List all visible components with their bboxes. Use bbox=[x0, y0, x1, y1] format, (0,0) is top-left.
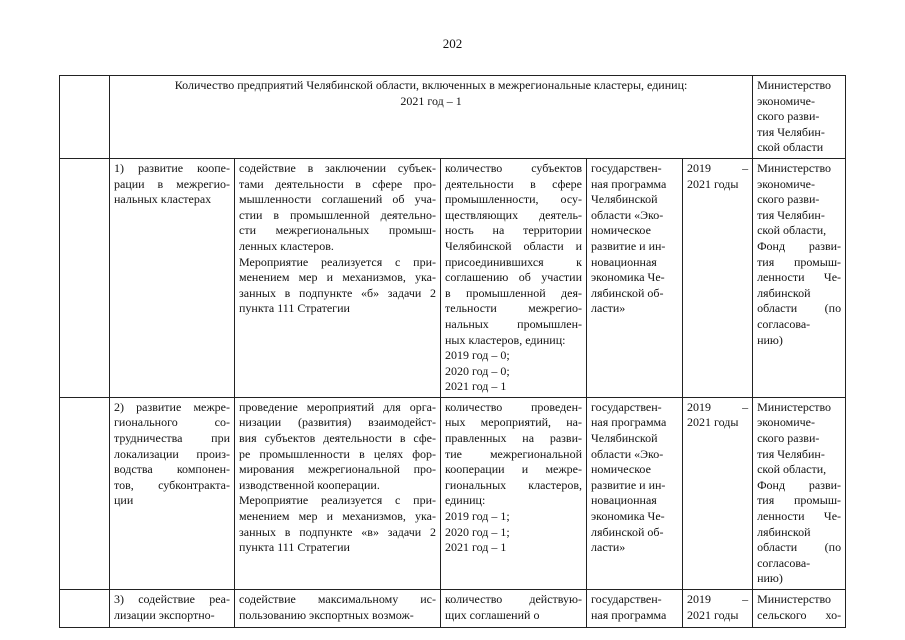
text-line: водства компонен- bbox=[114, 462, 230, 477]
text-line: ленности Че- bbox=[757, 270, 842, 285]
task-cell bbox=[110, 158, 235, 397]
text-line: Фонд разви- bbox=[757, 477, 842, 492]
text-line: ласти» bbox=[591, 301, 626, 316]
text-line: ской области, bbox=[757, 462, 827, 477]
term-start: 2019 bbox=[687, 160, 711, 175]
text-line: ре промышленности в целях фор- bbox=[239, 446, 436, 461]
text-line: правленных на разви- bbox=[445, 431, 582, 446]
text-line: новационная bbox=[591, 493, 657, 508]
text-line: сти межрегиональных промыш- bbox=[239, 223, 436, 238]
text-line: нию) bbox=[757, 571, 783, 586]
text-line: 2020 год – 1; bbox=[445, 524, 510, 539]
text-line: развитие и ин- bbox=[591, 477, 666, 492]
term-start-line bbox=[687, 400, 748, 416]
text-line: 2021 год – 1 bbox=[445, 379, 507, 394]
text-line: ных кластеров, единиц: bbox=[445, 332, 566, 347]
responsible-cell bbox=[753, 397, 846, 589]
text-line: тия Челябин- bbox=[757, 124, 825, 139]
text-line: государствен- bbox=[591, 399, 662, 414]
text-line: лизации экспортно- bbox=[114, 607, 215, 622]
text-line: изводственной кооперации. bbox=[239, 477, 380, 492]
task-cell bbox=[110, 397, 235, 589]
text-line: ная программа bbox=[591, 415, 667, 430]
text-line: экономиче- bbox=[757, 176, 815, 191]
text-line: государствен- bbox=[591, 592, 662, 606]
text-line: мирования межрегиональной про- bbox=[239, 462, 436, 477]
table-row bbox=[60, 397, 846, 589]
text-line: 2019 год – 1; bbox=[445, 509, 510, 524]
text-line: рации в межрегио- bbox=[114, 176, 230, 191]
program-cell bbox=[587, 158, 683, 397]
text-line: тельности межрегио- bbox=[445, 301, 582, 316]
indicator-cell bbox=[441, 590, 587, 628]
text-line: сельского хо- bbox=[757, 607, 842, 622]
text-line: занных в подпункте «б» задачи 2 bbox=[239, 285, 436, 300]
text-line: области «Эко- bbox=[591, 207, 664, 222]
term-end: 2021 годы bbox=[687, 176, 739, 191]
term-dash: – bbox=[742, 399, 749, 414]
text-line: гиональных кластеров, bbox=[445, 477, 582, 492]
text-line: единиц: bbox=[445, 493, 486, 508]
text-line: низации (развития) взаимодейст- bbox=[239, 415, 436, 430]
text-line: новационная bbox=[591, 254, 657, 269]
text-line: количество действую- bbox=[445, 592, 582, 606]
text-line: промышленности, осу- bbox=[445, 192, 582, 207]
text-line: в промышленной дея- bbox=[445, 285, 582, 300]
measure-cell bbox=[235, 590, 441, 628]
program-cell bbox=[587, 590, 683, 628]
term-cell bbox=[683, 590, 753, 628]
text-line: нию) bbox=[757, 332, 783, 347]
text-line: номическое bbox=[591, 223, 651, 238]
text-line: ского разви- bbox=[757, 109, 820, 124]
header-indicator-cell bbox=[110, 76, 753, 159]
text-line: государствен- bbox=[591, 160, 662, 175]
text-line: Министерство bbox=[757, 399, 832, 414]
text-line: области (по bbox=[757, 540, 842, 555]
text-line: лябинской bbox=[757, 285, 811, 300]
text-line: ленности Че- bbox=[757, 509, 842, 524]
text-line: локализации произ- bbox=[114, 446, 230, 461]
text-line: Челябинской области и bbox=[445, 238, 582, 253]
table-row bbox=[60, 158, 846, 397]
text-line: Мероприятие реализуется с при- bbox=[239, 493, 436, 508]
number-cell bbox=[60, 590, 110, 628]
text-line: пользованию экспортных возмож- bbox=[239, 607, 414, 622]
measure-cell bbox=[235, 158, 441, 397]
text-line: ленных кластеров. bbox=[239, 238, 334, 253]
text-line: 3) содействие реа- bbox=[114, 592, 230, 606]
text-line: стии в промышленной деятельно- bbox=[239, 207, 436, 222]
measures-table bbox=[59, 75, 846, 628]
text-line: тия Челябин- bbox=[757, 446, 825, 461]
text-line: номическое bbox=[591, 462, 651, 477]
number-cell bbox=[60, 158, 110, 397]
header-line: 2021 год – 1 bbox=[400, 93, 462, 108]
text-line: вия субъектов деятельности в сфе- bbox=[239, 431, 436, 446]
number-cell bbox=[60, 397, 110, 589]
text-line: тие межрегиональной bbox=[445, 446, 582, 461]
text-line: менением мер и механизмов, ука- bbox=[239, 270, 436, 285]
text-line: Министерство bbox=[757, 592, 832, 606]
text-line: тия промыш- bbox=[757, 493, 842, 508]
measure-cell bbox=[235, 397, 441, 589]
text-line: ской области, bbox=[757, 223, 827, 238]
term-start-line bbox=[687, 592, 748, 608]
text-line: количество субъектов bbox=[445, 160, 582, 175]
number-cell bbox=[60, 76, 110, 159]
text-line: проведение мероприятий для орга- bbox=[239, 399, 436, 414]
text-line: 2020 год – 0; bbox=[445, 363, 510, 378]
term-cell bbox=[683, 397, 753, 589]
term-cell bbox=[683, 158, 753, 397]
text-line: нальных кластерах bbox=[114, 192, 212, 207]
text-line: пункта 111 Стратегии bbox=[239, 540, 350, 555]
text-line: соглашению об участии bbox=[445, 270, 582, 285]
text-line: экономиче- bbox=[757, 93, 815, 108]
text-line: содействие максимальному ис- bbox=[239, 592, 436, 606]
text-line: Министерство bbox=[757, 78, 832, 92]
text-line: тия Челябин- bbox=[757, 207, 825, 222]
text-line: экономика Че- bbox=[591, 270, 665, 285]
header-responsible-cell bbox=[753, 76, 846, 159]
text-line: Фонд разви- bbox=[757, 238, 842, 253]
text-line: содействие в заключении субъек- bbox=[239, 160, 436, 175]
term-dash: – bbox=[742, 160, 749, 175]
indicator-cell bbox=[441, 158, 587, 397]
text-line: лябинской об- bbox=[591, 285, 664, 300]
text-line: щих соглашений о bbox=[445, 607, 540, 622]
text-line: Челябинской bbox=[591, 431, 658, 446]
text-line: согласова- bbox=[757, 316, 811, 331]
text-line: тов, субконтракта- bbox=[114, 477, 230, 492]
responsible-cell bbox=[753, 158, 846, 397]
measure-note bbox=[239, 255, 436, 317]
term-start: 2019 bbox=[687, 592, 711, 606]
page-number: 202 bbox=[442, 36, 463, 51]
term-end: 2021 годы bbox=[687, 607, 739, 622]
text-line: ского разви- bbox=[757, 431, 820, 446]
text-line: менением мер и механизмов, ука- bbox=[239, 509, 436, 524]
measure-note bbox=[239, 493, 436, 555]
text-line: ность на территории bbox=[445, 223, 582, 238]
text-line: присоединившихся к bbox=[445, 254, 582, 269]
term-start-line bbox=[687, 161, 748, 177]
text-line: деятельности в сфере bbox=[445, 176, 582, 191]
text-line: занных в подпункте «в» задачи 2 bbox=[239, 524, 436, 539]
responsible-cell bbox=[753, 590, 846, 628]
text-line: 1) развитие коопе- bbox=[114, 160, 230, 175]
text-line: 2019 год – 0; bbox=[445, 348, 510, 363]
text-line: ции bbox=[114, 493, 134, 508]
text-line: экономика Че- bbox=[591, 509, 665, 524]
text-line: лябинской bbox=[757, 524, 811, 539]
text-line: Мероприятие реализуется с при- bbox=[239, 254, 436, 269]
text-line: тами деятельности в сфере про- bbox=[239, 176, 436, 191]
program-cell bbox=[587, 397, 683, 589]
text-line: ласти» bbox=[591, 540, 626, 555]
text-line: кооперации и межре- bbox=[445, 462, 582, 477]
text-line: ществляющих деятель- bbox=[445, 207, 582, 222]
text-line: ской области bbox=[757, 140, 824, 155]
header-line: Количество предприятий Челябинской области, включенных в межрегиональные кластеры, единиц: bbox=[174, 78, 688, 92]
table-row bbox=[60, 76, 846, 159]
table-row bbox=[60, 590, 846, 628]
text-line: нальных промышлен- bbox=[445, 316, 582, 331]
indicator-cell bbox=[441, 397, 587, 589]
term-dash: – bbox=[742, 592, 749, 606]
text-line: гионального со- bbox=[114, 415, 230, 430]
term-end: 2021 годы bbox=[687, 415, 739, 430]
text-line: ского разви- bbox=[757, 192, 820, 207]
text-line: мышленности соглашений об уча- bbox=[239, 192, 436, 207]
text-line: тия промыш- bbox=[757, 254, 842, 269]
text-line: ная программа bbox=[591, 176, 667, 191]
text-line: трудничества при bbox=[114, 431, 230, 446]
text-line: Министерство bbox=[757, 160, 832, 175]
text-line: количество проведен- bbox=[445, 399, 582, 414]
task-cell bbox=[110, 590, 235, 628]
text-line: 2) развитие межре- bbox=[114, 399, 230, 414]
text-line: лябинской об- bbox=[591, 524, 664, 539]
text-line: Челябинской bbox=[591, 192, 658, 207]
text-line: 2021 год – 1 bbox=[445, 540, 507, 555]
text-line: ная программа bbox=[591, 607, 667, 622]
term-start: 2019 bbox=[687, 399, 711, 414]
text-line: согласова- bbox=[757, 555, 811, 570]
text-line: области «Эко- bbox=[591, 446, 664, 461]
text-line: области (по bbox=[757, 301, 842, 316]
text-line: ных мероприятий, на- bbox=[445, 415, 582, 430]
text-line: экономиче- bbox=[757, 415, 815, 430]
text-line: пункта 111 Стратегии bbox=[239, 301, 350, 316]
text-line: развитие и ин- bbox=[591, 238, 666, 253]
